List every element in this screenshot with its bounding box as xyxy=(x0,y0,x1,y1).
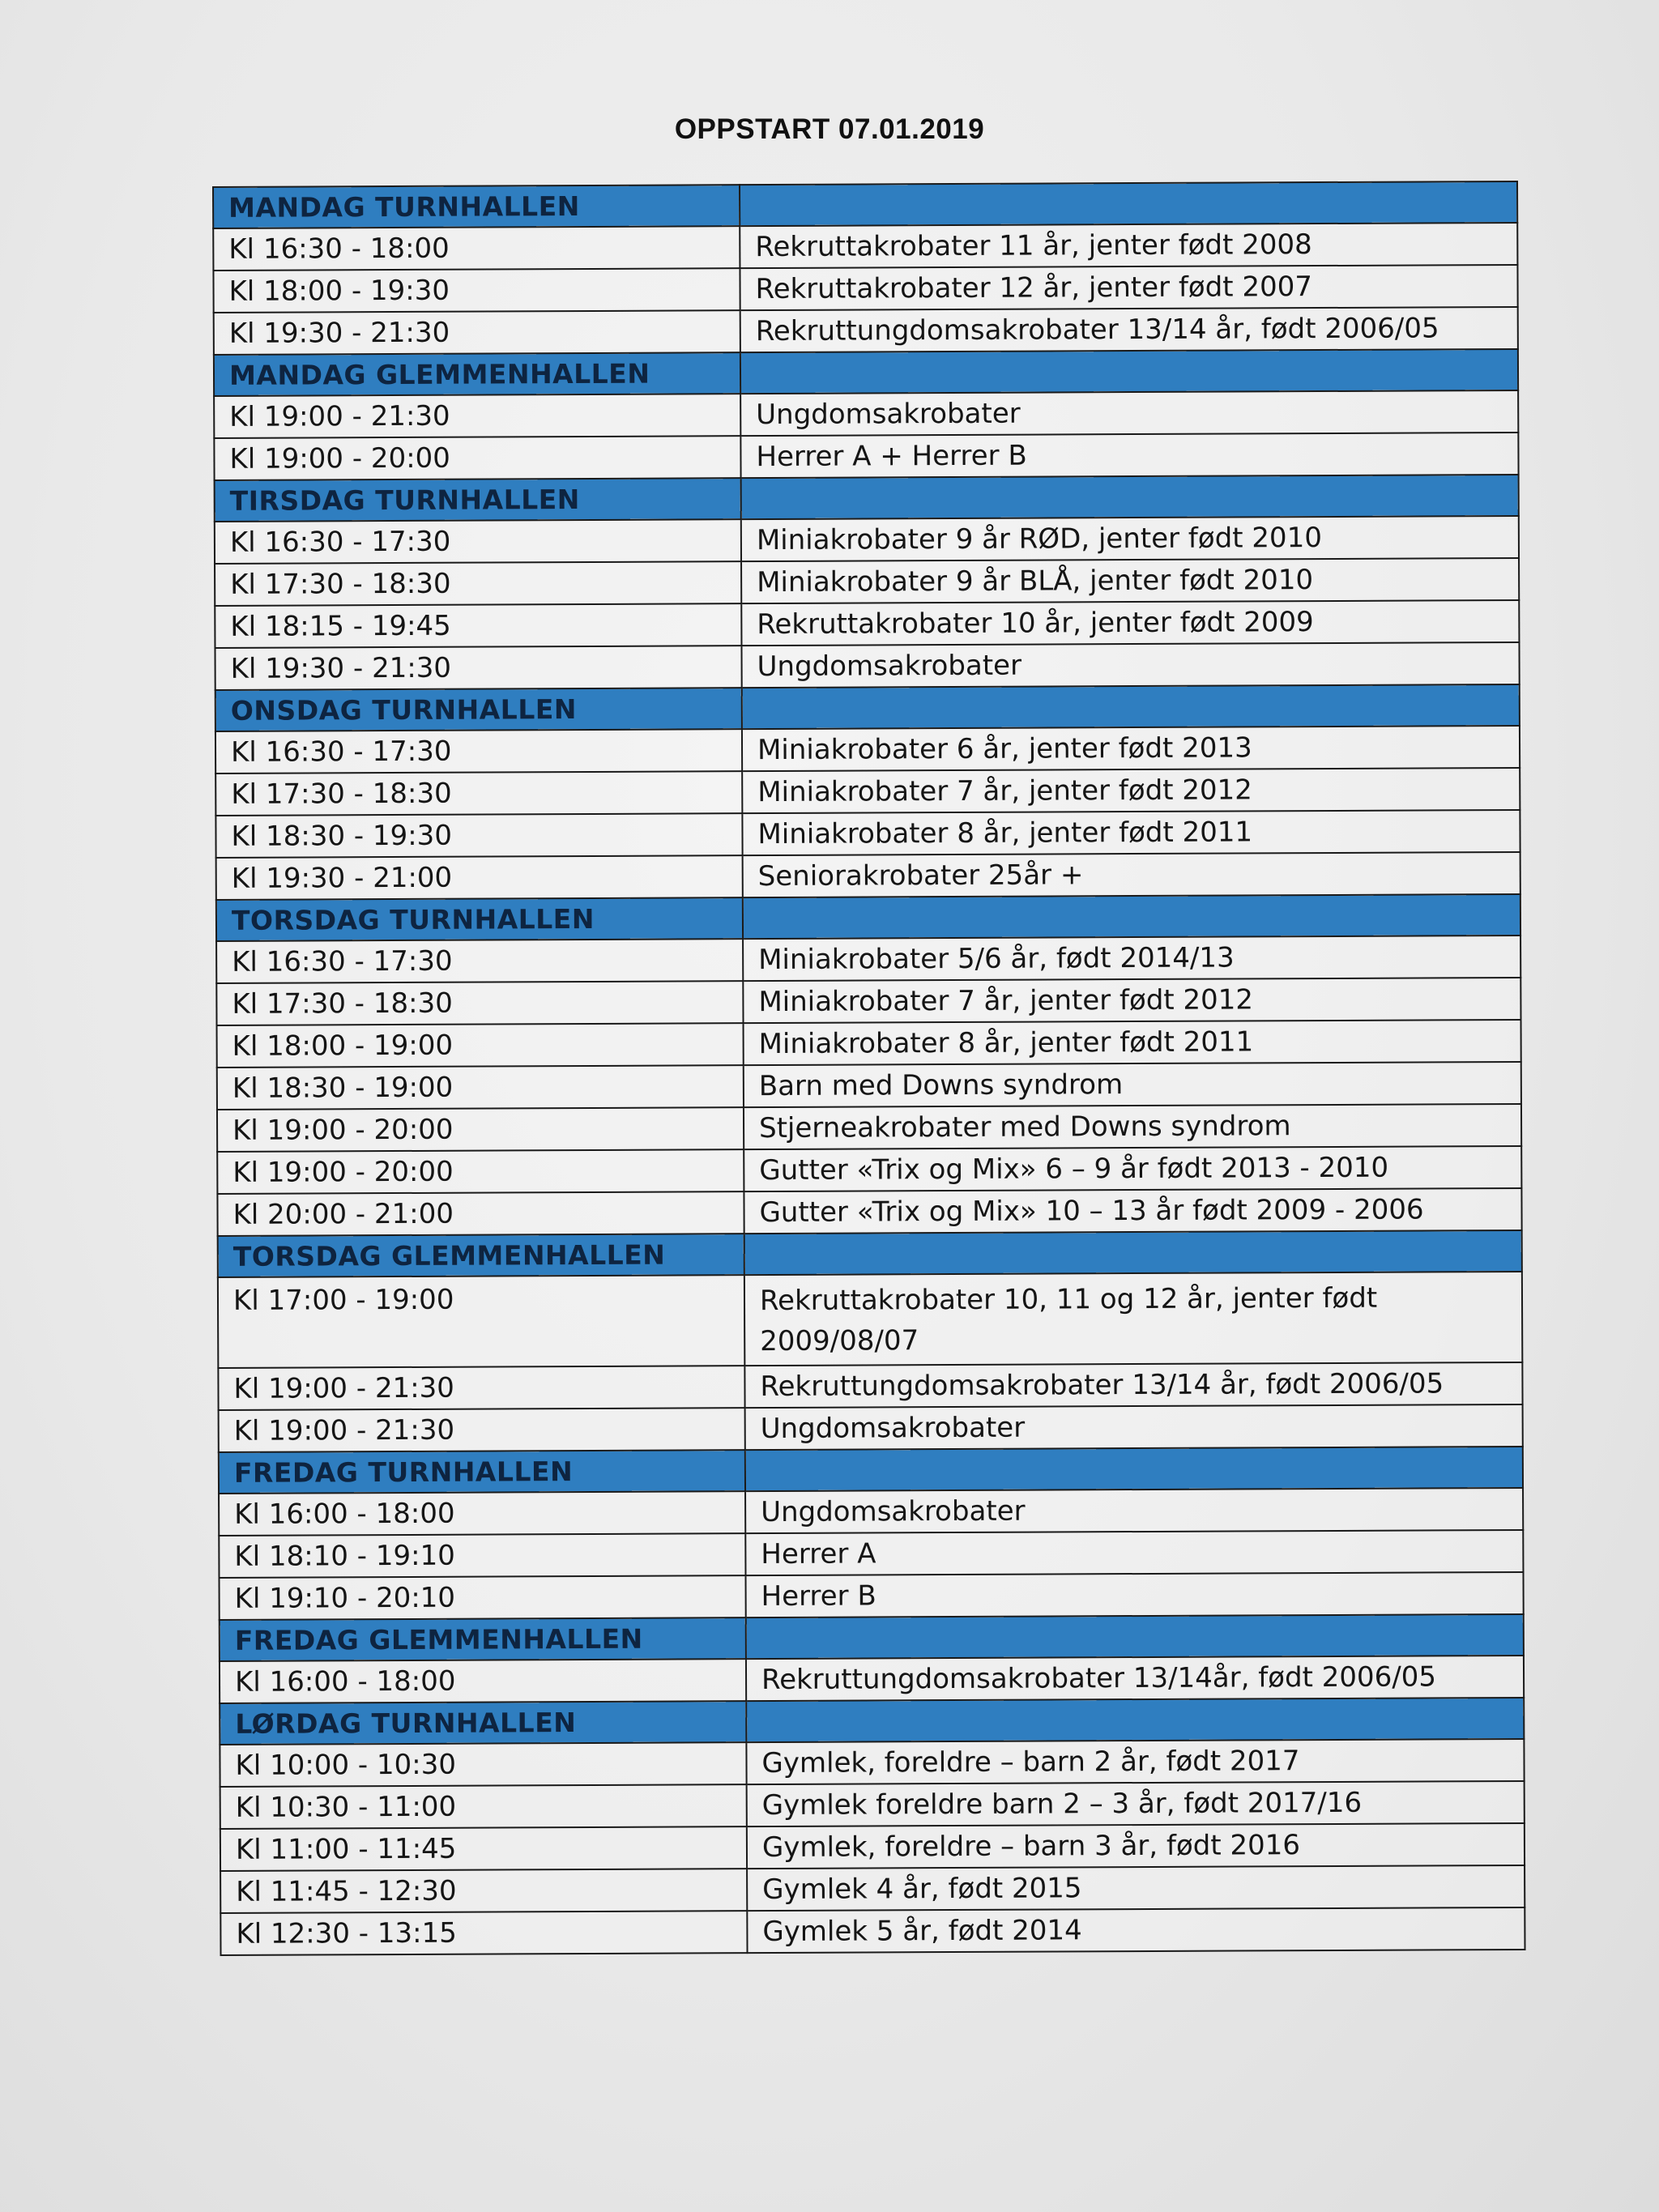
time-cell: Kl 19:00 - 21:30 xyxy=(214,394,740,438)
section-header-empty-cell xyxy=(742,684,1520,729)
group-cell: Miniakrobater 8 år, jenter født 2011 xyxy=(742,810,1520,855)
group-cell: Miniakrobater 6 år, jenter født 2013 xyxy=(742,726,1520,771)
group-cell: Miniakrobater 9 år RØD, jenter født 2010 xyxy=(741,516,1519,561)
section-title: ONSDAG TURNHALLEN xyxy=(215,688,742,731)
time-cell: Kl 18:10 - 19:10 xyxy=(219,1533,745,1578)
time-cell: Kl 19:00 - 20:00 xyxy=(217,1149,744,1194)
section-title: FREDAG GLEMMENHALLEN xyxy=(220,1617,746,1661)
page-title: OPPSTART 07.01.2019 xyxy=(674,113,985,145)
table-row xyxy=(215,768,1520,816)
section-header xyxy=(216,894,1520,941)
group-cell: Stjerneakrobater med Downs syndrom xyxy=(744,1104,1521,1149)
group-cell: Gymlek foreldre barn 2 – 3 år, født 2017/16 xyxy=(747,1781,1525,1826)
section-title: TORSDAG GLEMMENHALLEN xyxy=(218,1234,744,1277)
table-row xyxy=(216,978,1520,1025)
group-cell: Herrer B xyxy=(745,1572,1523,1617)
table-row xyxy=(215,642,1519,690)
time-cell: Kl 11:45 - 12:30 xyxy=(220,1869,747,1913)
group-cell: Gymlek 5 år, født 2014 xyxy=(747,1907,1525,1953)
group-cell: Miniakrobater 9 år BLÅ, jenter født 2010 xyxy=(741,558,1519,603)
group-cell: Seniorakrobater 25år + xyxy=(743,852,1520,897)
table-row xyxy=(214,433,1518,480)
schedule-table xyxy=(212,181,1525,1956)
time-cell: Kl 19:30 - 21:00 xyxy=(216,855,743,900)
table-row xyxy=(219,1530,1523,1578)
section-header xyxy=(215,475,1519,522)
time-cell: Kl 20:00 - 21:00 xyxy=(217,1191,744,1236)
time-cell: Kl 19:00 - 21:30 xyxy=(218,1366,744,1410)
group-cell: Herrer A xyxy=(745,1530,1523,1575)
section-title: FREDAG TURNHALLEN xyxy=(219,1450,745,1494)
table-row xyxy=(220,1739,1524,1787)
table-row xyxy=(217,1062,1521,1110)
time-cell: Kl 18:15 - 19:45 xyxy=(215,603,741,648)
time-cell: Kl 16:30 - 17:30 xyxy=(215,519,741,564)
table-row xyxy=(215,600,1519,648)
table-row xyxy=(219,1488,1523,1536)
table-row xyxy=(214,390,1518,438)
time-cell: Kl 19:30 - 21:30 xyxy=(215,646,741,690)
section-header-empty-cell xyxy=(744,1230,1522,1275)
time-cell: Kl 18:30 - 19:30 xyxy=(215,813,742,858)
table-row xyxy=(220,1656,1524,1703)
time-cell: Kl 16:30 - 18:00 xyxy=(213,226,740,271)
section-title: TIRSDAG TURNHALLEN xyxy=(215,478,741,522)
group-cell: Ungdomsakrobater xyxy=(741,642,1519,688)
section-header-empty-cell xyxy=(740,349,1518,394)
group-cell: Rekruttakrobater 10, 11 og 12 år, jenter født 2009/08/07 xyxy=(744,1272,1522,1366)
time-cell: Kl 17:00 - 19:00 xyxy=(218,1275,744,1368)
time-cell: Kl 18:00 - 19:00 xyxy=(217,1023,744,1068)
group-cell: Miniakrobater 5/6 år, født 2014/13 xyxy=(743,936,1520,981)
group-cell: Gymlek 4 år, født 2015 xyxy=(747,1865,1525,1911)
group-cell: Rekruttakrobater 10 år, jenter født 2009 xyxy=(741,600,1519,646)
group-cell: Gymlek, foreldre – barn 2 år, født 2017 xyxy=(746,1739,1524,1784)
time-cell: Kl 17:30 - 18:30 xyxy=(215,771,742,816)
time-cell: Kl 10:30 - 11:00 xyxy=(220,1784,747,1829)
table-row xyxy=(217,1146,1521,1194)
time-cell: Kl 16:30 - 17:30 xyxy=(215,729,742,774)
group-cell: Miniakrobater 8 år, jenter født 2011 xyxy=(744,1020,1521,1065)
group-cell: Gutter «Trix og Mix» 6 – 9 år født 2013 - 2010 xyxy=(744,1146,1521,1191)
time-cell: Kl 19:30 - 21:30 xyxy=(214,310,740,355)
group-cell: Rekruttakrobater 11 år, jenter født 2008 xyxy=(740,223,1517,268)
section-header xyxy=(220,1698,1524,1745)
section-header xyxy=(219,1447,1523,1494)
table-row xyxy=(215,810,1520,858)
schedule-grid xyxy=(212,181,1526,1956)
table-row xyxy=(215,558,1519,606)
group-cell: Gymlek, foreldre – barn 3 år, født 2016 xyxy=(747,1823,1525,1869)
section-header-empty-cell xyxy=(745,1447,1523,1491)
table-row xyxy=(220,1823,1525,1871)
section-header xyxy=(215,684,1520,731)
table-row xyxy=(216,936,1520,983)
section-header-empty-cell xyxy=(743,894,1520,939)
time-cell: Kl 16:00 - 18:00 xyxy=(220,1659,746,1703)
group-cell: Miniakrobater 7 år, jenter født 2012 xyxy=(743,978,1520,1023)
table-row xyxy=(213,223,1517,271)
group-cell: Rekruttungdomsakrobater 13/14år, født 2006/05 xyxy=(746,1656,1524,1701)
table-row xyxy=(214,307,1518,355)
section-header xyxy=(214,349,1518,396)
table-row xyxy=(218,1362,1522,1410)
group-cell: Ungdomsakrobater xyxy=(745,1488,1523,1533)
table-row xyxy=(215,726,1520,774)
section-header-empty-cell xyxy=(741,475,1519,519)
group-cell: Rekruttungdomsakrobater 13/14 år, født 2006/05 xyxy=(744,1362,1522,1408)
section-header xyxy=(220,1614,1524,1661)
time-cell: Kl 10:00 - 10:30 xyxy=(220,1742,746,1787)
table-row xyxy=(213,265,1517,313)
table-row xyxy=(217,1020,1521,1068)
table-row xyxy=(219,1404,1523,1452)
section-title: LØRDAG TURNHALLEN xyxy=(220,1701,746,1745)
section-header xyxy=(218,1230,1522,1277)
group-cell: Ungdomsakrobater xyxy=(745,1404,1523,1450)
time-cell: Kl 18:30 - 19:00 xyxy=(217,1065,744,1110)
time-cell: Kl 11:00 - 11:45 xyxy=(220,1826,747,1871)
group-cell: Herrer A + Herrer B xyxy=(740,433,1518,478)
table-row xyxy=(220,1781,1525,1829)
section-title: TORSDAG TURNHALLEN xyxy=(216,897,743,941)
time-cell: Kl 16:00 - 18:00 xyxy=(219,1491,745,1536)
time-cell: Kl 18:00 - 19:30 xyxy=(213,268,740,313)
time-cell: Kl 16:30 - 17:30 xyxy=(216,939,743,983)
group-cell: Barn med Downs syndrom xyxy=(744,1062,1521,1107)
table-row xyxy=(215,516,1519,564)
group-cell: Rekruttakrobater 12 år, jenter født 2007 xyxy=(740,265,1517,310)
section-title: MANDAG TURNHALLEN xyxy=(213,185,740,228)
section-header-empty-cell xyxy=(746,1698,1524,1742)
time-cell: Kl 12:30 - 13:15 xyxy=(220,1911,747,1955)
section-header xyxy=(213,181,1517,228)
section-title: MANDAG GLEMMENHALLEN xyxy=(214,352,740,396)
section-header-empty-cell xyxy=(746,1614,1524,1659)
time-cell: Kl 17:30 - 18:30 xyxy=(216,981,743,1025)
time-cell: Kl 19:00 - 20:00 xyxy=(217,1107,744,1152)
time-cell: Kl 19:00 - 20:00 xyxy=(214,436,740,480)
table-row xyxy=(220,1865,1525,1913)
table-row xyxy=(218,1272,1522,1368)
table-row xyxy=(219,1572,1523,1620)
group-cell: Rekruttungdomsakrobater 13/14 år, født 2006/05 xyxy=(740,307,1518,352)
section-header-empty-cell xyxy=(740,181,1517,226)
table-row xyxy=(217,1104,1521,1152)
table-row xyxy=(220,1907,1525,1955)
table-row xyxy=(217,1188,1521,1236)
group-cell: Miniakrobater 7 år, jenter født 2012 xyxy=(742,768,1520,813)
group-cell: Gutter «Trix og Mix» 10 – 13 år født 2009 - 2006 xyxy=(744,1188,1521,1234)
table-row xyxy=(216,852,1520,900)
group-cell: Ungdomsakrobater xyxy=(740,390,1518,436)
time-cell: Kl 19:00 - 21:30 xyxy=(219,1408,745,1452)
time-cell: Kl 17:30 - 18:30 xyxy=(215,561,741,606)
time-cell: Kl 19:10 - 20:10 xyxy=(219,1575,745,1620)
